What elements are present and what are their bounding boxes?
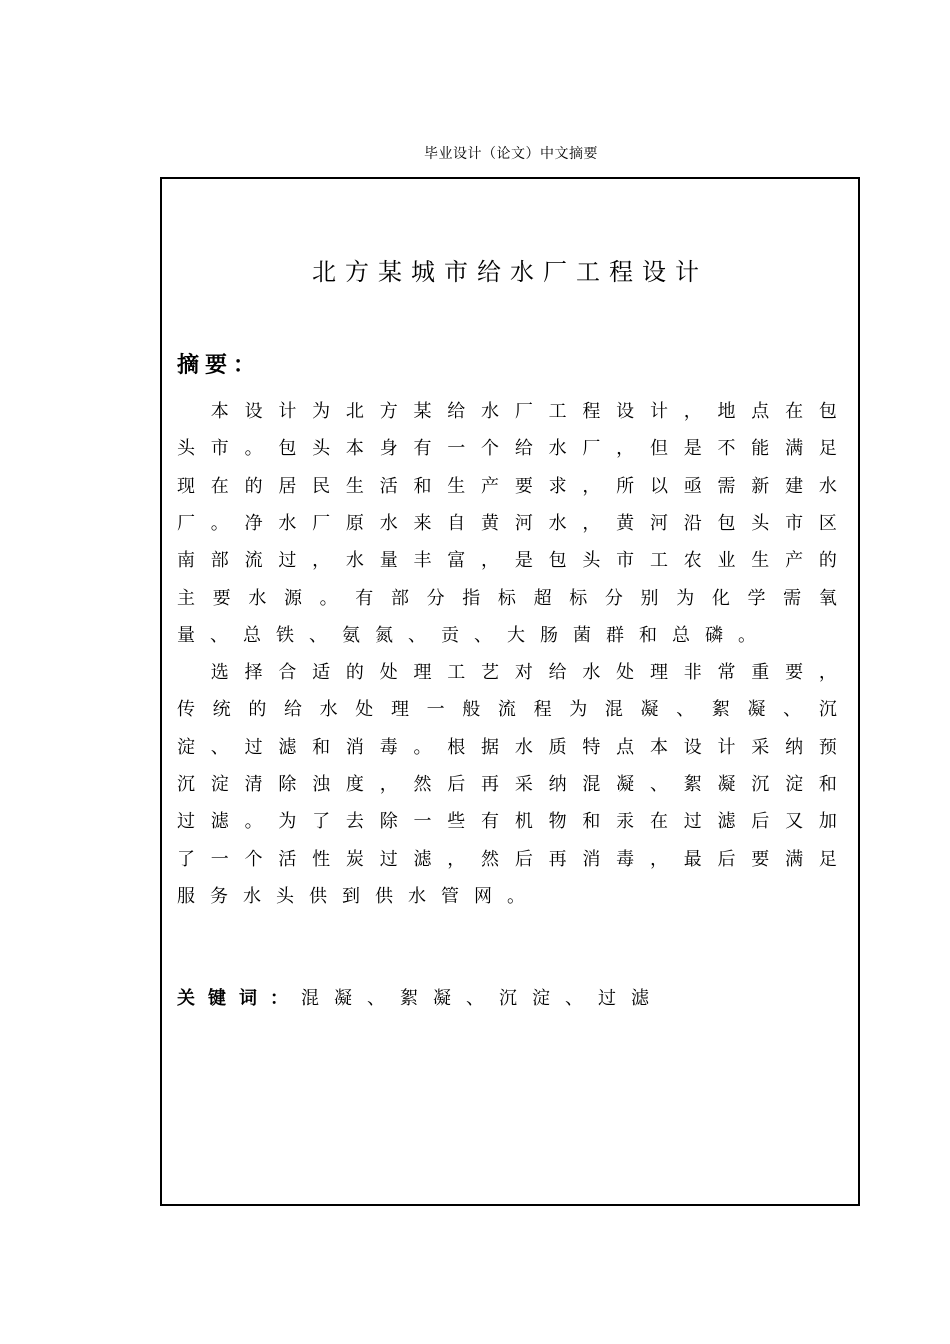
abstract-frame <box>160 177 860 1206</box>
abstract-line: 南 部 流 过 ， 水 量 丰 富 ， 是 包 头 市 工 农 业 生 产 的 <box>177 550 837 572</box>
abstract-line: 本 设 计 为 北 方 某 给 水 厂 工 程 设 计 ， 地 点 在 包 <box>210 401 837 422</box>
abstract-line: 淀 、 过 滤 和 消 毒 。 根 据 水 质 特 点 本 设 计 采 纳 预 <box>177 736 837 758</box>
abstract-line: 过 滤 。 为 了 去 除 一 些 有 机 物 和 汞 在 过 滤 后 又 加 <box>177 811 837 833</box>
abstract-line: 了 一 个 活 性 炭 过 滤 ， 然 后 再 消 毒 ， 最 后 要 满 足 <box>177 848 837 870</box>
abstract-heading: 摘要： <box>177 353 262 378</box>
abstract-line: 头 市 。 包 头 本 身 有 一 个 给 水 厂 ， 但 是 不 能 满 足 <box>177 438 837 460</box>
keywords-label: 关键词： <box>177 988 301 1009</box>
keywords-values: 混凝、絮凝、沉淀、过滤 <box>301 988 664 1009</box>
abstract-line: 服 务 水 头 供 到 供 水 管 网 。 <box>177 885 525 907</box>
abstract-line: 主 要 水 源 。 有 部 分 指 标 超 标 分 别 为 化 学 需 氧 <box>177 587 837 609</box>
abstract-line: 选 择 合 适 的 处 理 工 艺 对 给 水 处 理 非 常 重 要 ， <box>210 662 837 684</box>
abstract-line: 传 统 的 给 水 处 理 一 般 流 程 为 混 凝 、 絮 凝 、 沉 <box>177 699 837 721</box>
page-header: 毕业设计（论文）中文摘要 <box>424 146 598 162</box>
abstract-line: 量 、 总 铁 、 氨 氮 、 贡 、 大 肠 菌 群 和 总 磷 。 <box>177 624 756 646</box>
thesis-title: 北方某城市给水厂工程设计 <box>312 258 708 286</box>
keywords-line <box>177 985 664 1013</box>
abstract-line: 沉 淀 清 除 浊 度 ， 然 后 再 采 纳 混 凝 、 絮 凝 沉 淀 和 <box>177 774 837 795</box>
abstract-line: 现 在 的 居 民 生 活 和 生 产 要 求 ， 所 以 亟 需 新 建 水 <box>177 475 837 497</box>
abstract-line: 厂 。 净 水 厂 原 水 来 自 黄 河 水 ， 黄 河 沿 包 头 市 区 <box>177 512 837 534</box>
